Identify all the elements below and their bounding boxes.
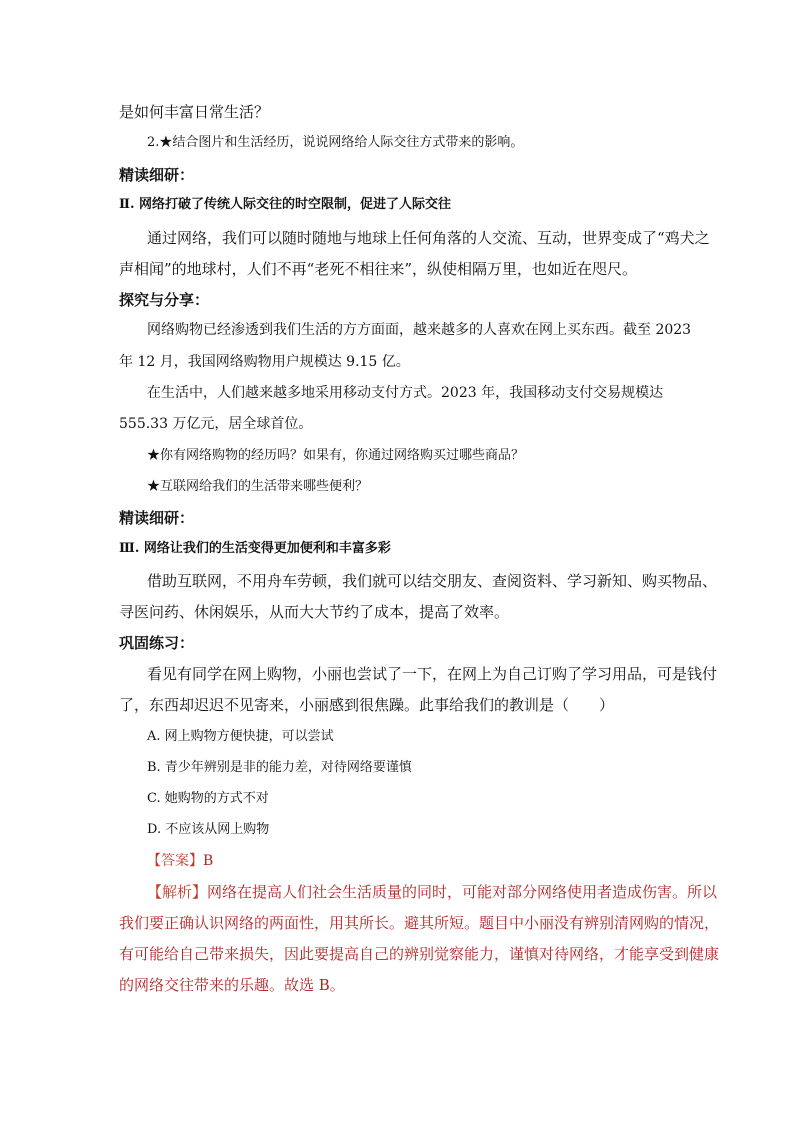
section3-paragraph-line-2: 寻医问药、休闲娱乐，从而大大节约了成本，提高了效率。 (119, 603, 510, 621)
practice-heading: 巩固练习： (119, 634, 195, 652)
explore-paragraph-2-line-2: 555.33 万亿元，居全球首位。 (119, 416, 313, 432)
explore-paragraph-1-line-1: 网络购物已经渗透到我们生活的方方面面，越来越多的人喜欢在网上买东西。截至 2023 (147, 322, 692, 338)
section3-paragraph-line-1: 借助互联网，不用舟车劳顿，我们就可以结交朋友、查阅资料、学习新知、购买物品、 (147, 572, 718, 590)
option-c: C. 她购物的方式不对 (147, 791, 269, 806)
answer-tag: 【答案】 (147, 853, 203, 869)
practice-stem-line-2: 了，东西却迟迟不见寄来，小丽感到很焦躁。此事给我们的教训是（ ） (119, 696, 615, 714)
section3-subheading: Ⅲ. 网络让我们的生活变得更加便利和丰富多彩 (119, 541, 391, 556)
explore-question-2: ★互联网给我们的生活带来哪些便利？ (147, 479, 369, 494)
explore-heading: 探究与分享： (119, 291, 210, 309)
answer-line (147, 849, 213, 873)
explore-paragraph-2-line-1: 在生活中，人们越来越多地采用移动支付方式。2023 年，我国移动支付交易规模达 (147, 385, 664, 401)
option-d: D. 不应该从网上购物 (147, 822, 270, 837)
analysis-line-4: 的网络交往带来的乐趣。故选 B。 (119, 976, 345, 994)
explore-paragraph-1-line-2: 年 12 月，我国网络购物用户规模达 9.15 亿。 (119, 354, 410, 370)
analysis-line-3: 有可能给自己带来损失，因此要提高自己的辨别觉察能力，谨慎对待网络，才能享受到健康 (119, 945, 720, 963)
explore-question-1: ★你有网络购物的经历吗？如果有，你通过网络购买过哪些商品？ (147, 448, 525, 463)
intro-question-2: 2.★结合图片和生活经历，说说网络给人际交往方式带来的影响。 (147, 135, 524, 150)
practice-stem-line-1: 看见有同学在网上购物，小丽也尝试了一下，在网上为自己订购了学习用品，可是钱付 (147, 665, 718, 683)
option-a: A. 网上购物方便快捷，可以尝试 (147, 729, 334, 744)
analysis-text-1: 网络在提高人们社会生活质量的同时，可能对部分网络使用者造成伤害。所以 (207, 883, 718, 901)
analysis-line-2: 我们要正确认识网络的两面性，用其所长。避其所短。题目中小丽没有辨别清网购的情况， (119, 914, 720, 932)
section2-paragraph-line-2: 声相闻”的地球村，人们不再“老死不相往来”，纵使相隔万里，也如近在咫尺。 (119, 260, 638, 278)
intro-text-tail: 是如何丰富日常生活？ (119, 103, 270, 121)
option-b: B. 青少年辨别是非的能力差，对待网络要谨慎 (147, 760, 412, 775)
section2-paragraph-line-1: 通过网络，我们可以随时随地与地球上任何角落的人交流、互动，世界变成了“鸡犬之 (147, 229, 710, 247)
section3-heading: 精读细研： (119, 509, 195, 527)
answer-value: B (203, 853, 214, 869)
section2-subheading: Ⅱ. 网络打破了传统人际交往的时空限制，促进了人际交往 (119, 197, 452, 212)
section2-heading: 精读细研： (119, 166, 195, 184)
analysis-line-1 (147, 880, 717, 904)
analysis-tag: 【解析】 (147, 883, 208, 901)
